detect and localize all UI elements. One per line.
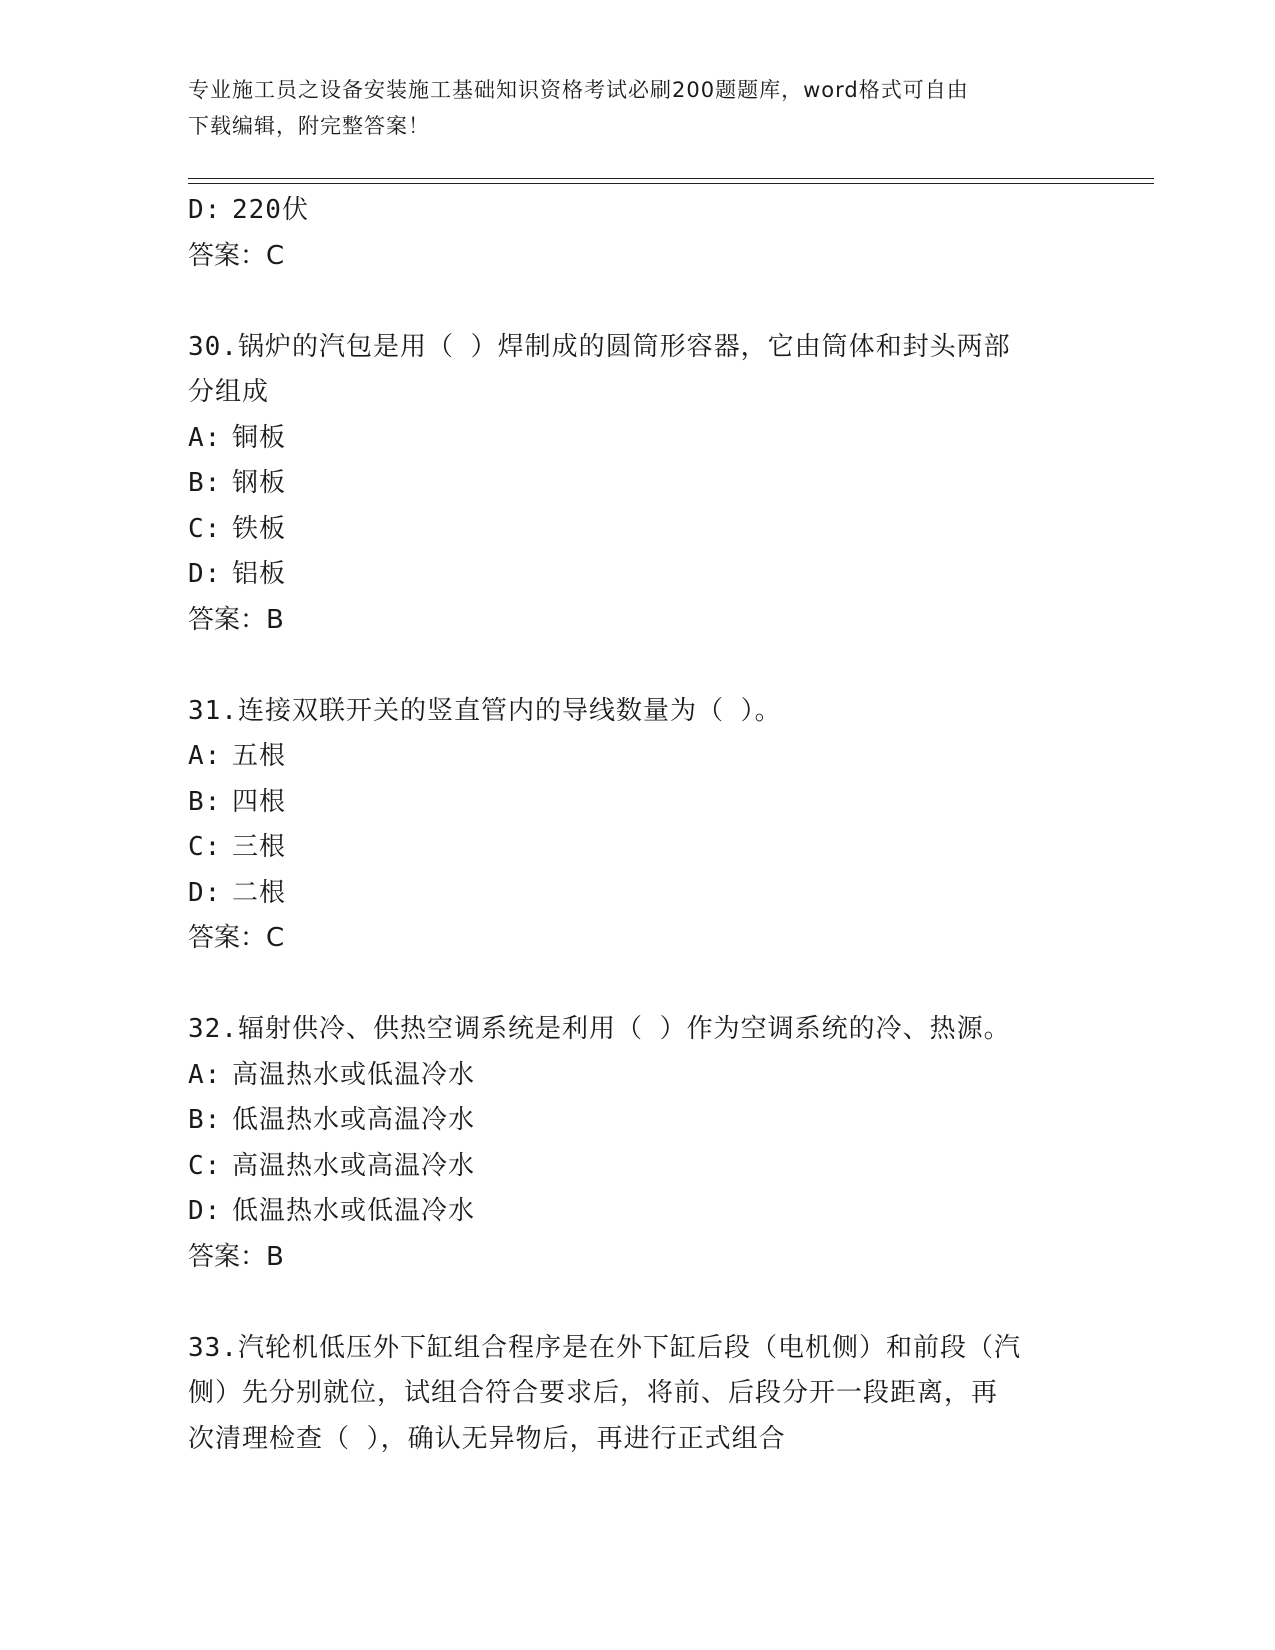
answer-line: 答案：C [188, 923, 285, 953]
question-text: 32.辐射供冷、供热空调系统是利用（ ）作为空调系统的冷、热源。 [188, 1014, 1011, 1044]
question-30 [188, 325, 1088, 644]
question-text: 30.锅炉的汽包是用（ ）焊制成的圆筒形容器，它由筒体和封头两部 [188, 331, 1011, 362]
question-31 [188, 689, 1088, 962]
header-line-2: 下载编辑，附完整答案！ [188, 114, 430, 138]
question-32 [188, 1007, 1088, 1280]
option-d: D: 低温热水或低温冷水 [188, 1196, 476, 1226]
option-a: A: 高温热水或低温冷水 [188, 1059, 476, 1090]
option-d: D: 220伏 [188, 195, 309, 225]
question-text: 31.连接双联开关的竖直管内的导线数量为（ ）。 [188, 695, 782, 726]
question-text: 侧）先分别就位，试组合符合要求后，将前、后段分开一段距离，再 [188, 1378, 999, 1408]
question-text: 33.汽轮机低压外下缸组合程序是在外下缸后段（电机侧）和前段（汽 [188, 1332, 1021, 1363]
option-a: A: 五根 [188, 741, 287, 771]
option-c: C: 三根 [188, 832, 287, 862]
option-b: B: 低温热水或高温冷水 [188, 1105, 476, 1135]
answer-line: 答案：C [188, 240, 285, 271]
question-33 [188, 1326, 1088, 1463]
document-header [188, 72, 1088, 144]
option-c: C: 铁板 [188, 513, 287, 544]
question-text: 分组成 [188, 377, 270, 407]
question-text: 次清理检查（ ），确认无异物后，再进行正式组合 [188, 1423, 786, 1454]
answer-line: 答案：B [188, 604, 284, 635]
option-b: B: 钢板 [188, 468, 287, 498]
option-d: D: 二根 [188, 877, 287, 908]
option-d: D: 铝板 [188, 559, 287, 589]
question-list [188, 188, 1088, 1462]
option-c: C: 高温热水或高温冷水 [188, 1150, 476, 1181]
option-b: B: 四根 [188, 786, 287, 817]
option-a: A: 铜板 [188, 422, 287, 453]
header-line-1: 专业施工员之设备安装施工基础知识资格考试必刷200题题库，word格式可自由 [188, 78, 969, 102]
answer-line: 答案：B [188, 1241, 284, 1272]
header-divider [188, 178, 1154, 184]
